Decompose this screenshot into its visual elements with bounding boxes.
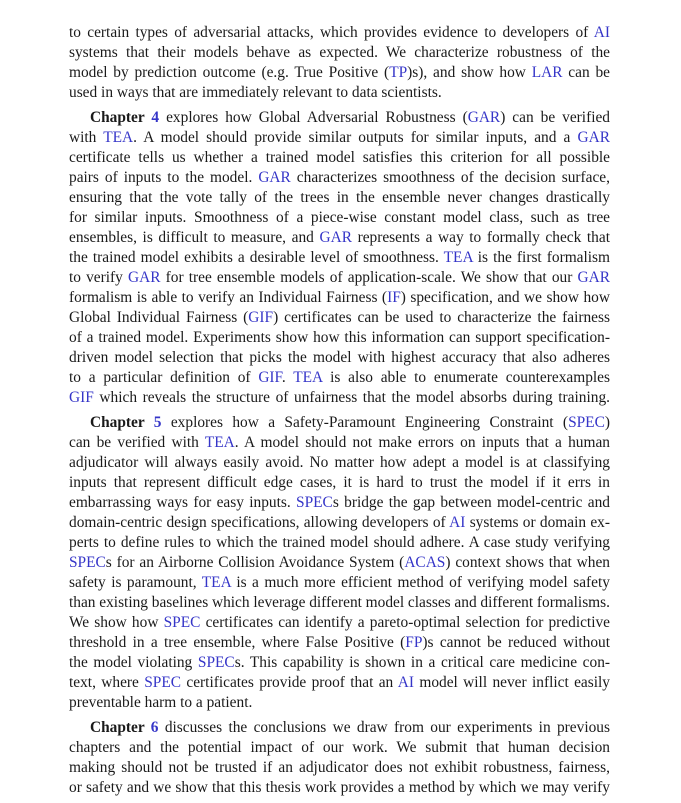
text-run: the trained model exhibits a desirable level of smoothness.: [69, 249, 444, 266]
text-run: chapters and the potential impact of our work. We submit that human decision: [69, 739, 610, 756]
paragraph: [69, 413, 610, 713]
cross-reference-link[interactable]: SPEC: [568, 414, 605, 431]
text-run: or safety and we show that this thesis work provides a method by which we may verify: [69, 779, 610, 796]
text-run: ) certificates can be used to characterize the fairness: [273, 309, 610, 326]
text-run: to certain types of adversarial attacks, which provides evidence to developers of: [69, 24, 594, 41]
cross-reference-link[interactable]: AI: [397, 674, 414, 691]
text-run: making should not be trusted if an adjudicator does not exhibit robustness, fairness,: [69, 759, 610, 776]
text-line: [69, 693, 610, 713]
text-line: [69, 493, 610, 513]
text-line: [69, 573, 610, 593]
text-run: ) context shows that when: [445, 554, 610, 571]
text-run: for similar inputs. Smoothness of a piece-wise constant model class, such as tree: [69, 209, 610, 226]
document-page: [69, 23, 610, 803]
cross-reference-link[interactable]: SPEC: [296, 494, 333, 511]
paragraph: [69, 108, 610, 408]
text-run: . A model should not make errors on inputs that a human: [234, 434, 610, 451]
cross-reference-link[interactable]: 6: [150, 719, 159, 736]
cross-reference-link[interactable]: LAR: [531, 64, 563, 81]
text-line: [69, 533, 610, 553]
cross-reference-link[interactable]: GAR: [128, 269, 161, 286]
text-run: of a trained model. Experiments show how this information can support specification-: [69, 329, 610, 346]
text-line: [69, 778, 610, 798]
text-line: [69, 228, 610, 248]
text-run: .: [281, 369, 294, 386]
text-run: discusses the conclusions we draw from our experiments in previous: [158, 719, 610, 736]
cross-reference-link[interactable]: GAR: [319, 229, 352, 246]
text-line: [69, 188, 610, 208]
text-run: certificate tells us whether a trained model satisfies this criterion for all possible: [69, 149, 610, 166]
text-line: [69, 553, 610, 573]
text-run: preventable harm to a patient.: [69, 694, 253, 711]
text-line: [69, 348, 610, 368]
text-run: )s cannot be reduced without: [422, 634, 611, 651]
text-run: Global Individual Fairness (: [69, 309, 249, 326]
text-run: We show how: [69, 614, 164, 631]
text-line: [69, 43, 610, 63]
text-run: can be: [562, 64, 610, 81]
cross-reference-link[interactable]: AI: [593, 24, 610, 41]
text-run: is a much more efficient method of verifying model safety: [230, 574, 610, 591]
chapter-label: Chapter: [90, 414, 154, 431]
text-line: [69, 633, 610, 653]
text-run: ) can be verified: [500, 109, 610, 126]
cross-reference-link[interactable]: GIF: [258, 369, 282, 386]
text-line: [69, 433, 610, 453]
text-run: explores how Global Adversarial Robustness (: [159, 109, 468, 126]
text-line: [69, 168, 610, 188]
cross-reference-link[interactable]: TEA: [293, 369, 323, 386]
paragraph: [69, 718, 610, 798]
text-run: characterizes smoothness of the decision surface,: [290, 169, 610, 186]
cross-reference-link[interactable]: GIF: [248, 309, 274, 326]
text-run: certificates provide proof that an: [181, 674, 398, 691]
text-line: [69, 653, 610, 673]
cross-reference-link[interactable]: 5: [153, 414, 162, 431]
text-run: is also able to enumerate counterexamples: [322, 369, 611, 386]
text-line: [69, 453, 610, 473]
text-line: [69, 83, 610, 103]
cross-reference-link[interactable]: 4: [151, 109, 160, 126]
cross-reference-link[interactable]: GIF: [69, 389, 94, 406]
text-line: [69, 288, 610, 308]
text-run: )s), and show how: [407, 64, 532, 81]
text-run: systems that their models behave as expected. We characterize robustness of the: [69, 44, 610, 61]
text-run: explores how a Safety-Paramount Engineering Constraint (: [161, 414, 569, 431]
text-run: ensuring that the vote tally of the trees in the ensemble never changes drastically: [69, 189, 610, 206]
text-run: ensembles, is difficult to measure, and: [69, 229, 320, 246]
cross-reference-link[interactable]: SPEC: [197, 654, 235, 671]
text-line: [69, 593, 610, 613]
cross-reference-link[interactable]: TEA: [201, 574, 231, 591]
text-run: ): [604, 414, 610, 431]
text-run: for tree ensemble models of application-scale. We show that our: [160, 269, 578, 286]
text-line: [69, 738, 610, 758]
cross-reference-link[interactable]: FP: [405, 634, 423, 651]
text-line: [69, 308, 610, 328]
text-run: is the first formalism: [472, 249, 611, 266]
text-run: model will never inflict easily: [414, 674, 611, 691]
text-run: ) specification, and we show how: [400, 289, 610, 306]
cross-reference-link[interactable]: TP: [389, 64, 408, 81]
text-run: text, where: [69, 674, 145, 691]
text-line: [69, 108, 610, 128]
text-run: threshold in a tree ensemble, where False Positive (: [69, 634, 406, 651]
text-run: s for an Airborne Collision Avoidance System (: [105, 554, 405, 571]
text-run: model by prediction outcome (e.g. True Positive (: [69, 64, 390, 81]
cross-reference-link[interactable]: TEA: [443, 249, 473, 266]
text-line: [69, 758, 610, 778]
text-run: the model violating: [69, 654, 198, 671]
text-line: [69, 128, 610, 148]
text-run: . A model should provide similar outputs for similar inputs, and a: [133, 129, 578, 146]
cross-reference-link[interactable]: ACAS: [404, 554, 446, 571]
text-line: [69, 388, 610, 408]
text-run: s bridge the gap between model-centric and: [332, 494, 610, 511]
chapter-label: Chapter: [90, 719, 151, 736]
text-run: which reveals the structure of unfairness that the model absorbs during training.: [93, 389, 610, 406]
text-run: pairs of inputs to the model.: [69, 169, 259, 186]
text-run: used in ways that are immediately relevant to data scientists.: [69, 84, 442, 101]
cross-reference-link[interactable]: TEA: [103, 129, 134, 146]
text-run: s. This capability is shown in a critical care medicine con-: [234, 654, 611, 671]
text-line: [69, 63, 610, 83]
text-line: [69, 268, 610, 288]
text-run: systems or domain ex-: [465, 514, 610, 531]
cross-reference-link[interactable]: TEA: [204, 434, 235, 451]
cross-reference-link[interactable]: SPEC: [144, 674, 182, 691]
text-run: domain-centric design specifications, allowing developers of: [69, 514, 450, 531]
text-run: than existing baselines which leverage different model classes and different formalisms.: [69, 594, 610, 611]
text-line: [69, 673, 610, 693]
text-line: [69, 328, 610, 348]
text-run: inputs that represent difficult edge cases, it is hard to trust the model if it errs in: [69, 474, 610, 491]
text-line: [69, 248, 610, 268]
text-line: [69, 368, 610, 388]
text-run: to a particular definition of: [69, 369, 259, 386]
text-run: represents a way to formally check that: [351, 229, 610, 246]
cross-reference-link[interactable]: IF: [387, 289, 401, 306]
cross-reference-link[interactable]: SPEC: [163, 614, 201, 631]
text-run: adjudicator will always easily avoid. No matter how adept a model is at classifying: [69, 454, 610, 471]
cross-reference-link[interactable]: GAR: [467, 109, 501, 126]
text-run: perts to define rules to which the trained model should adhere. A case study verifying: [69, 534, 610, 551]
paragraph: [69, 23, 610, 103]
text-line: [69, 473, 610, 493]
text-run: formalism is able to verify an Individual Fairness (: [69, 289, 388, 306]
cross-reference-link[interactable]: GAR: [258, 169, 291, 186]
text-line: [69, 718, 610, 738]
text-run: to verify: [69, 269, 128, 286]
text-line: [69, 23, 610, 43]
cross-reference-link[interactable]: GAR: [577, 129, 610, 146]
text-line: [69, 208, 610, 228]
text-run: with: [69, 129, 104, 146]
cross-reference-link[interactable]: GAR: [577, 269, 610, 286]
text-line: [69, 413, 610, 433]
text-run: can be verified with: [69, 434, 205, 451]
text-run: safety is paramount,: [69, 574, 202, 591]
text-run: certificates can identify a pareto-optimal selection for predictive: [200, 614, 611, 631]
text-line: [69, 513, 610, 533]
text-line: [69, 148, 610, 168]
chapter-label: Chapter: [90, 109, 152, 126]
cross-reference-link[interactable]: SPEC: [69, 554, 106, 571]
text-run: embarrassing ways for easy inputs.: [69, 494, 297, 511]
text-line: [69, 613, 610, 633]
text-run: driven model selection that picks the model with highest accuracy that also adheres: [69, 349, 610, 366]
cross-reference-link[interactable]: AI: [449, 514, 466, 531]
